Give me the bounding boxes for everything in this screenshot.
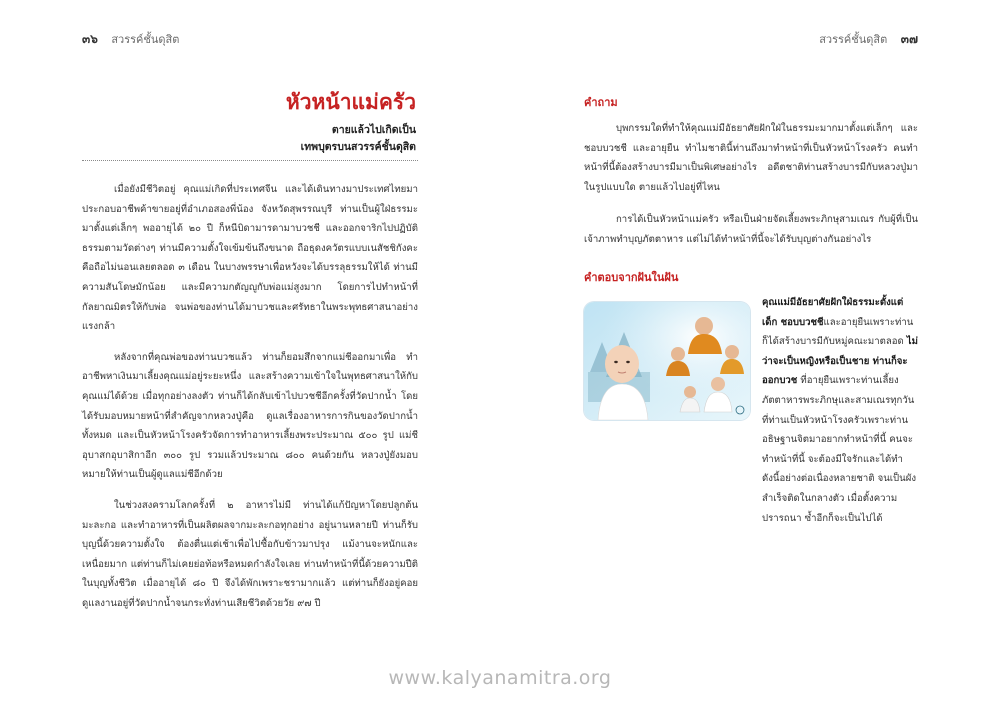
right-page-number: ๓๗ [900,32,918,46]
answer-lead-bold: คุณแม่มีอัธยาศัยฝักใฝ่ธรรมะตั้งแต่เด็ก ชอบบวชชี [762,297,904,328]
subtitle-line-1: ตายแล้วไปเกิดเป็น [331,124,416,136]
answer-part-2: และอายุยืนเพราะท่านก็ได้สร้างบารมีกับหมู่คณะมาตลอด [762,316,914,348]
question-heading: คำถาม [584,96,618,109]
question-body [584,119,918,263]
left-page-number: ๓๖ [82,32,98,46]
story-paragraph: หลังจากที่คุณพ่อของท่านบวชแล้ว ท่านก็ยอมสึกจากแม่ชีออกมาเพื่อ ทำอาชีพหาเงินมาเลี้ยงคุณแม่อยู่ระยะหนึ่ง และสร้างความเข้าใจในพุทธศาสนาให้กับคุณแม่ได้ด้วย เมื่อทุกอย่างลงตัว ท่านก็ได้กลับเข้าไปบวชชีอีกครั้งที่วัดปากน้ำ โดยได้รับมอบหมายหน้าที่สำคัญจากหลวงปู่คือ ดูแลเรื่องอาหารการกินของวัดปากน้ำทั้งหมด และเป็นหัวหน้าโรงครัวจัดการทำอาหารเลี้ยงพระประมาณ ๕๐๐ รูป แม่ชีอุบาสกอุบาสิกาอีก ๓๐๐ รูป รวมแล้วประมาณ ๘๐๐ คนด้วยกัน หลวงปู่ยังมอบหมายให้ท่านเป็นผู้ดูแลแม่ชีอีกด้วย [82,351,418,481]
story-subtitle [301,122,416,156]
right-running-head [819,30,918,49]
story-title: หัวหน้าแม่ครัว [285,90,416,114]
answer-body [762,293,918,528]
subtitle-line-2: เทพบุตรบนสวรรค์ชั้นดุสิต [300,141,416,153]
question-paragraph: การได้เป็นหัวหน้าแม่ครัว หรือเป็นฝ่ายจัดเลี้ยงพระภิกษุสามเณร กับผู้ที่เป็นเจ้าภาพทำบุญภัตตาหาร แต่ไม่ได้ทำหน้าที่นี้จะได้รับบุญต่างกันอย่างไร [584,214,918,245]
story-paragraph: ในช่วงสงครามโลกครั้งที่ ๒ อาหารไม่มี ท่านได้แก้ปัญหาโดยปลูกต้นมะละกอ และทำอาหารที่เป็นผลิตผลจากมะละกอทุกอย่าง อยู่นานหลายปี ท่านก็รับบุญนี้ด้วยความตั้งใจ ต้องตื่นแต่เช้าเพื่อไปซื้อกับข้าวมาปรุง แม้งานจะหนักและเหนื่อยมาก แต่ท่านก็ไม่เคยย่อท้อหรือหมดกำลังใจเลย ท่านทำหน้าที่นี้ด้วยความปีติในบุญทั้งชีวิต เมื่ออายุได้ ๘๐ ปี จึงได้พักเพราะชรามากแล้ว แต่ท่านก็ยังอยู่คอยดูแลงานอยู่ที่วัดปากน้ำจนกระทั่งท่านเสียชีวิตด้วยวัย ๙๗ ปี [82,499,418,609]
answer-heading: คำตอบจากฝันในฝัน [584,271,679,284]
left-running-title: สวรรค์ชั้นดุสิต [111,33,180,46]
right-page [500,0,1000,707]
answer-part-3: ที่อายุยืนเพราะท่านเลี้ยงภัตตาหารพระภิกษุและสามเณรทุกวัน ที่ท่านเป็นหัวหน้าโรงครัวเพราะท่านอธิษฐานจิตมาอยากทำหน้าที่นี้ คนจะทำหน้าที่นี้ จะต้องมีใจรักและได้ทำดังนี้อย่างต่อเนื่องหลายชาติ จนเป็นผังสำเร็จติดในกลางตัว เมื่อตั้งความปรารถนา ซ้ำอีกก็จะเป็นไปได้ [762,375,917,524]
question-paragraph: บุพกรรมใดที่ทำให้คุณแม่มีอัธยาศัยฝักใฝ่ในธรรมะมากมาตั้งแต่เล็กๆ และชอบบวชชี และอายุยืน ทำไมชาตินี้ท่านถึงมาทำหน้าที่เป็นหัวหน้าโรงครัว คนทำหน้าที่นี้ต้องสร้างบารมีมาเป็นพิเศษอย่างไร อดีตชาติท่านสร้างบารมีกับหลวงปู่มาในรูปแบบใด ตายแล้วไปอยู่ที่ไหน [584,123,918,193]
watermark-url: www.kalyanamitra.org [388,667,612,689]
dotted-divider [82,160,418,161]
story-paragraph: เมื่อยังมีชีวิตอยู่ คุณแม่เกิดที่ประเทศจีน และได้เดินทางมาประเทศไทยมาประกอบอาชีพค้าขายอยู่ที่อำเภอสองพี่น้อง จังหวัดสุพรรณบุรี ท่านเป็นผู้ใฝ่ธรรมะมาตั้งแต่เล็กๆ พออายุได้ ๒๐ ปี ก็หนีบิดามารดามาบวชชี และออกจาริกไปปฏิบัติธรรมตามวัดต่างๆ ท่านมีความตั้งใจเข้มข้นถึงขนาด ถือธุดงควัตรแบบเนสัชชิกังคะ คือถือไม่นอนเลยตลอด ๓ เดือน ในบางพรรษาเพื่อหวังจะได้บรรลุธรรมให้ได้ ท่านมีความสันโดษมักน้อย และมีความกตัญญูกับพ่อแม่สูงมาก โดยการไปทำหน้าที่กัลยาณมิตรให้กับพ่อ จนพ่อของท่านได้มาบวชและศรัทธาในพระพุทธศาสนาอย่างแรงกล้า [82,184,418,333]
nun-monk-illustration [584,302,750,420]
right-running-title: สวรรค์ชั้นดุสิต [819,33,888,46]
left-running-head [82,30,179,49]
illustration-image [584,302,750,420]
story-body [82,180,418,624]
answer-bold-2: ไม่ว่าจะเป็นหญิงหรือเป็นชาย ท่านก็จะออกบวช [762,336,918,387]
